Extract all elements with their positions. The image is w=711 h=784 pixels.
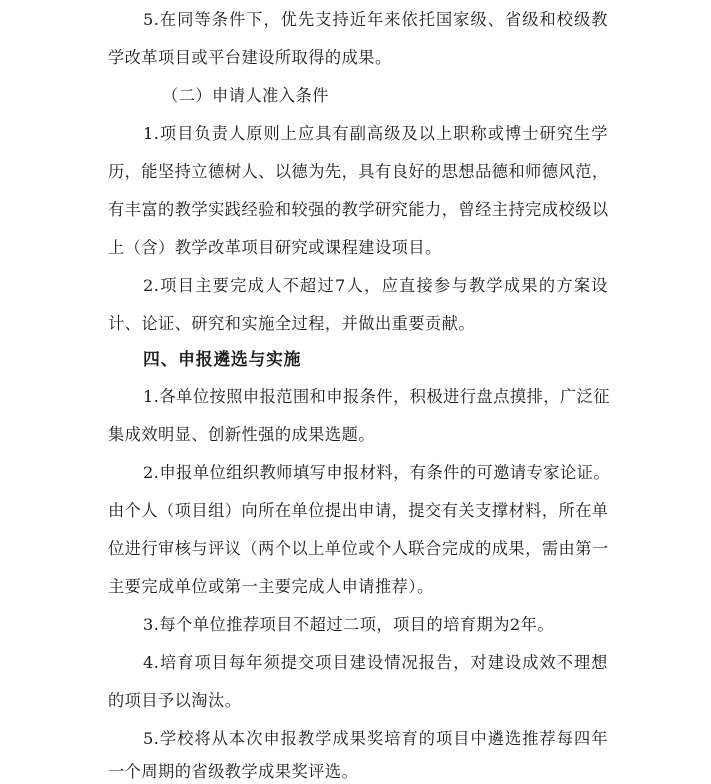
paragraph-line: 4.培育项目每年须提交项目建设情况报告，对建设成效不理想: [143, 653, 608, 672]
paragraph-line: 3.每个单位推荐项目不超过二项，项目的培育期为2年。: [143, 615, 555, 634]
paragraph-line: 计、论证、研究和实施全过程，并做出重要贡献。: [108, 314, 476, 333]
paragraph-line: 2.申报单位组织教师填写申报材料，有条件的可邀请专家论证。: [143, 463, 611, 482]
paragraph-line: 位进行审核与评议（两个以上单位或个人联合完成的成果，需由第一: [108, 539, 609, 558]
paragraph-line: 5.在同等条件下，优先支持近年来依托国家级、省级和校级教: [143, 10, 608, 29]
paragraph-line: 由个人（项目组）向所在单位提出申请，提交有关支撑材料，所在单: [108, 501, 609, 520]
paragraph-line: 5.学校将从本次申报教学成果奖培育的项目中遴选推荐每四年: [143, 729, 608, 748]
paragraph-line: 一个周期的省级教学成果奖评选。: [108, 762, 359, 781]
subsection-heading: （二）申请人准入条件: [162, 86, 329, 105]
paragraph-line: 历，能坚持立德树人、以德为先，具有良好的思想品德和师德风范，: [108, 162, 609, 181]
paragraph-line: 1.各单位按照申报范围和申报条件，积极进行盘点摸排，广泛征: [143, 387, 611, 406]
paragraph-line: 1.项目负责人原则上应具有副高级及以上职称或博士研究生学: [143, 124, 608, 143]
paragraph-line: 学改革项目或平台建设所取得的成果。: [108, 48, 392, 67]
paragraph-line: 的项目予以淘汰。: [108, 691, 242, 710]
paragraph-line: 集成效明显、创新性强的成果选题。: [108, 425, 375, 444]
paragraph-line: 主要完成单位或第一主要完成人申请推荐）。: [108, 577, 434, 596]
paragraph-line: 2.项目主要完成人不超过7人，应直接参与教学成果的方案设: [143, 276, 608, 295]
paragraph-line: 上（含）教学改革项目研究或课程建设项目。: [108, 238, 442, 257]
section-heading: 四、申报遴选与实施: [143, 349, 302, 369]
paragraph-line: 有丰富的教学实践经验和较强的教学研究能力，曾经主持完成校级以: [108, 200, 609, 219]
